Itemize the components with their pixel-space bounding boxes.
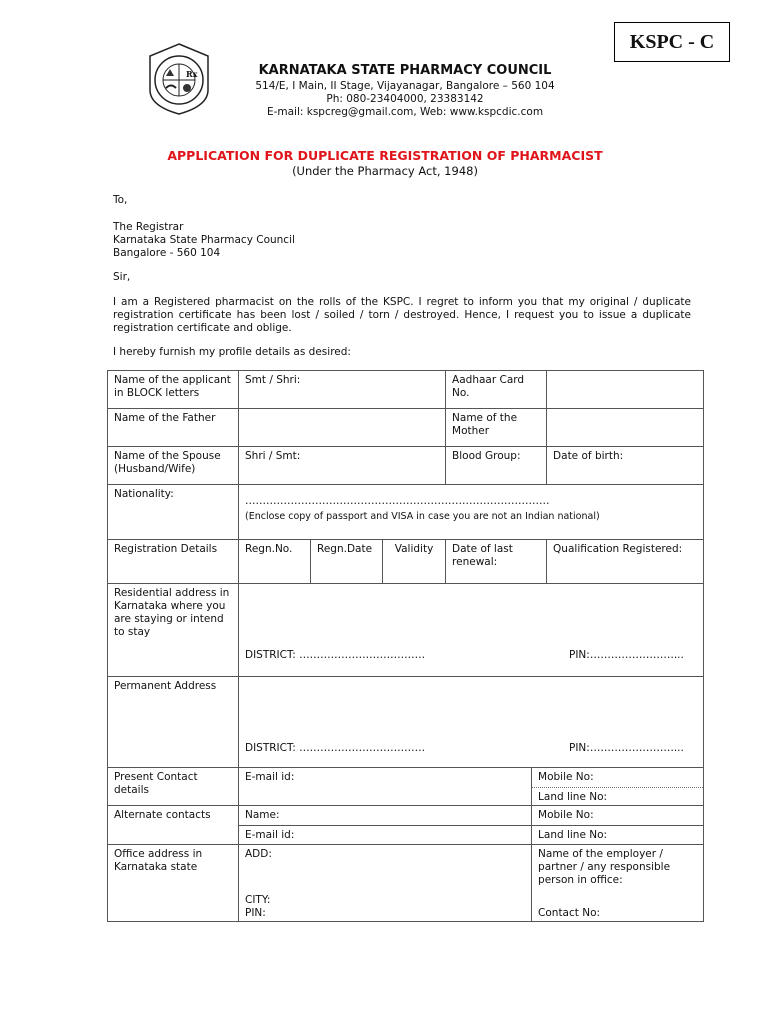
mother-name-label: Name of the Mother <box>446 409 547 447</box>
mother-name-field[interactable] <box>547 409 704 447</box>
alternate-email-field[interactable]: E-mail id: <box>239 826 532 845</box>
present-mobile-field[interactable]: Mobile No: <box>532 768 703 788</box>
addressee-line-2: Karnataka State Pharmacy Council <box>113 234 295 246</box>
council-logo <box>146 42 212 116</box>
office-pin: PIN: <box>245 907 266 919</box>
regn-date-field[interactable]: Regn.Date <box>311 540 383 584</box>
permanent-address-field[interactable] <box>239 677 704 768</box>
application-title: APPLICATION FOR DUPLICATE REGISTRATION OF PHARMACIST <box>167 148 603 163</box>
council-address: 514/E, I Main, II Stage, Vijayanagar, Bangalore – 560 104 <box>255 80 555 92</box>
office-city: CITY: <box>245 894 271 906</box>
alternate-contacts-label: Alternate contacts <box>108 806 239 845</box>
office-address-field[interactable]: ADD: CITY: PIN: <box>239 845 532 922</box>
alternate-mobile-field[interactable]: Mobile No: <box>532 806 704 826</box>
profile-details-table <box>107 370 704 922</box>
residential-district: DISTRICT: ……………………………… <box>245 649 426 661</box>
registration-details-label: Registration Details <box>108 540 239 584</box>
form-code: KSPC - C <box>614 22 730 62</box>
application-subtitle: (Under the Pharmacy Act, 1948) <box>292 164 478 178</box>
office-contact-no: Contact No: <box>538 907 601 919</box>
residential-address-field[interactable] <box>239 584 704 677</box>
regn-no-field[interactable]: Regn.No. <box>239 540 311 584</box>
last-renewal-field[interactable]: Date of last renewal: <box>446 540 547 584</box>
salutation: Sir, <box>113 271 131 283</box>
applicant-name-field[interactable]: Smt / Shri: <box>239 371 446 409</box>
profile-intro: I hereby furnish my profile details as desired: <box>113 346 351 358</box>
letter-to: To, <box>113 194 128 206</box>
addressee-line-3: Bangalore - 560 104 <box>113 247 221 259</box>
nationality-dots: …………………………………………………………………………… <box>245 495 550 507</box>
addressee-line-1: The Registrar <box>113 221 184 233</box>
employer-field[interactable]: Name of the employer / partner / any responsible person in office: Contact No: <box>532 845 704 922</box>
nationality-note: (Enclose copy of passport and VISA in case you are not an Indian national) <box>245 511 600 522</box>
council-phone: Ph: 080-23404000, 23383142 <box>326 93 484 105</box>
father-name-label: Name of the Father <box>108 409 239 447</box>
nationality-field[interactable] <box>239 485 704 540</box>
residential-address-label: Residential address in Karnataka where you are staying or intend to stay <box>108 584 239 677</box>
present-landline-field[interactable]: Land line No: <box>538 791 608 803</box>
qualification-field[interactable]: Qualification Registered: <box>547 540 704 584</box>
letter-body: I am a Registered pharmacist on the rolls of the KSPC. I regret to inform you that my original / duplicate registration certificate has been lost / soiled / torn / destroyed. Hence, I request you to issue a duplicate registration certificate and oblige. <box>113 296 691 334</box>
permanent-pin: PIN:……………………... <box>569 742 684 754</box>
office-address-label: Office address in Karnataka state <box>108 845 239 922</box>
nationality-label: Nationality: <box>108 485 239 540</box>
council-email-web: E-mail: kspcreg@gmail.com, Web: www.kspcdic.com <box>266 106 544 118</box>
permanent-district: DISTRICT: ……………………………… <box>245 742 426 754</box>
date-of-birth-field[interactable]: Date of birth: <box>547 447 704 485</box>
aadhaar-value[interactable] <box>547 371 704 409</box>
aadhaar-field[interactable]: Aadhaar Card No. <box>446 371 547 409</box>
svg-text:Rx: Rx <box>186 69 198 79</box>
spouse-name-label: Name of the Spouse (Husband/Wife) <box>108 447 239 485</box>
validity-field[interactable]: Validity <box>383 540 446 584</box>
alternate-name-field[interactable]: Name: <box>239 806 532 826</box>
spouse-name-field[interactable]: Shri / Smt: <box>239 447 446 485</box>
present-contact-label: Present Contact details <box>108 768 239 806</box>
permanent-address-label: Permanent Address <box>108 677 239 768</box>
father-name-field[interactable] <box>239 409 446 447</box>
present-phone-cell <box>532 768 704 806</box>
applicant-name-label: Name of the applicant in BLOCK letters <box>108 371 239 409</box>
present-email-field[interactable]: E-mail id: <box>239 768 532 806</box>
blood-group-field[interactable]: Blood Group: <box>446 447 547 485</box>
council-name: KARNATAKA STATE PHARMACY COUNCIL <box>258 63 552 78</box>
alternate-landline-field[interactable]: Land line No: <box>532 826 704 845</box>
residential-pin: PIN:……………………... <box>569 649 684 661</box>
